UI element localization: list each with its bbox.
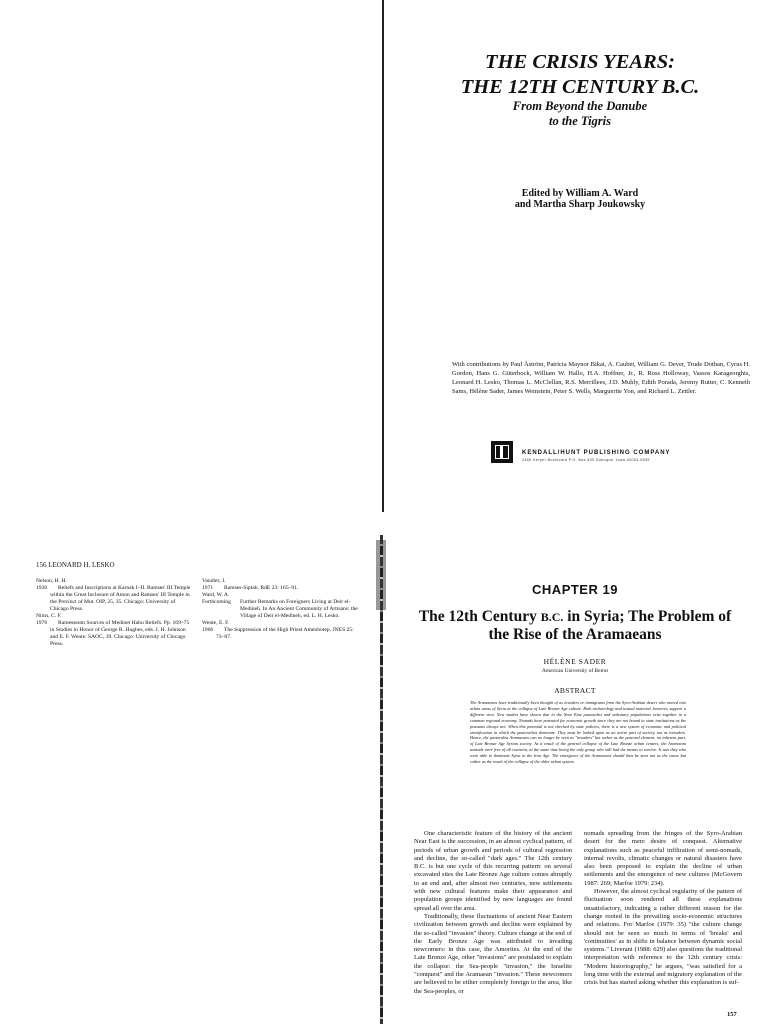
ref-entry: [36, 620, 192, 648]
ref-author: Nims, C. F.: [36, 613, 62, 619]
ref-author: Ward, W. A.: [202, 592, 230, 598]
publisher-logo-icon: [491, 441, 513, 463]
chapter-author: HÉLÈNE SADER: [543, 657, 607, 666]
chapter-title-bc: B.C.: [540, 610, 564, 624]
page-gutter-top: [382, 0, 384, 512]
ref-text: Further Remarks on Foreigners Living at Deir el-Medineh. In An Ancient Community of Artisans: the Village of Deir el-Medineh, ed. L. H. Lesko.: [240, 599, 358, 619]
references-column-2: [202, 578, 360, 641]
ref-entry: [202, 599, 360, 620]
publisher-name: KENDALL/HUNT PUBLISHING COMPANY: [522, 450, 671, 456]
ref-author: Nelson, H. H.: [36, 578, 67, 584]
abstract-text: The Aramaeans have traditionally been thought of as invaders or immigrants from the Syro-Arabian desert who moved into urban areas of Syria at the collapse of Late Bronze Age culture. Both archaeology and textual material, however, support a different view. New studies have shown that in the Near East pastoralist and sedentary populations exist together in a common regional economy. Nomads have potential for economic growth since they are not bound to state institutions as the peasants always are. When this potential is not checked by state policies, there is a new system of economic and political stratification in which the pastoralists dominate. They must be looked upon as an active part of society, not as intruders. Hence, the pastoralist Aramaeans can no longer be seen as "invaders" but rather as the pastoral element, an inherent part, of Late Bronze Age Syrian society. As a result of the general collapse of the Late Bronze urban centers, the Aramaean nomads were free of all restraint, at the same time being the only group who still had the means to survive. It was they who were able to dominate Syria in the Iron Age. The emergence of the Aramaeans should thus be seen not as the cause but rather as the result of the collapse of the older urban system.: [470, 700, 686, 765]
publisher-address: 2460 Kerper Boulevard P.O. Box 539 Dubuque, Iowa 52004-0539: [522, 458, 650, 462]
ref-text: Ramesseum Sources of Medinet Habu Reliefs. Pp. 169–75 in Studies in Honor of George R. Hughes, eds. J. H. Johnson and E. F. Wente. SAOC, 39. Chicago: University of Chicago Press.: [50, 620, 190, 647]
ref-year: 1971: [202, 585, 214, 591]
page-number: 157: [727, 1011, 737, 1018]
ref-author: Vandier, J.: [202, 578, 226, 584]
ref-text: Ramses-Siptah. RdE 23: 165–91.: [224, 585, 299, 591]
body-paragraph: nomads spreading from the fringes of the Syro-Arabian desert for the mere desire of conquest. Alternative explanations such as peaceful infiltration of semi-nomads, internal revolts, climatic changes or natural disasters have also been proposed to explain the decline of urban settlements and the emergence of new cultures (McGovern 1987: 269; Marfoe 1979: 234).: [584, 830, 742, 887]
book-subtitle-line2: to the Tigris: [548, 114, 612, 128]
book-title-line1: THE CRISIS YEARS:: [485, 51, 675, 73]
book-subtitle-line1: From Beyond the Danube: [512, 99, 648, 113]
chapter-number: CHAPTER 19: [532, 582, 618, 597]
body-paragraph: However, the almost cyclical regularity of the pattern of fluctuation soon rendered all these explanations unsatisfactory, indicating a rather different reason for the change rooted in the prevailing socio-economic structures and relations. For Marfoe (1979: 35) "the culture change should not be seen so much in terms of 'breaks' and 'continuities' as in shifts in balance between dynamic social systems." Liverani (1988: 629) also questions the traditional interpretation with reference to the 12th century crisis: "Modern historiography," he argues, "was satisfied for a long time with the external and migratory explanation of the crisis but has started asking whether this explanation is suf-: [584, 888, 742, 987]
body-column-1: [414, 830, 572, 996]
ref-entry: [36, 585, 192, 613]
body-paragraph: One characteristic feature of the history of the ancient Near East is the succession, in an almost cyclical pattern, of periods of urban growth and periods of cultural regression and decline, the so-called "dark ages." The 12th century B.C. is but one cycle of this recurring pattern: on several excavated sites the Late Bronze Age culture comes abruptly to an end and, after almost two centuries, new settlements with new cultural features make their appearance and population groups identified by new languages are found spread all over the area.: [414, 830, 572, 912]
running-head: 156 LEONARD H. LESKO: [36, 561, 115, 569]
ref-author: Wente, E. F.: [202, 620, 230, 626]
editors-line1: Edited by William A. Ward: [521, 188, 639, 199]
body-paragraph: Traditionally, these fluctuations of ancient Near Eastern civilization between growth and decline were explained by the so-called "invasion" theory. Culture change at the end of the Early Bronze Age was attributed to invading newcomers: in this case, the Amorites. At the end of the Late Bronze Age, other "invasions" are postulated to explain the collapse: the Sea-people "invasion," the Israelite "conquest" and the Aramaean "invasion." These newcomers are believed to be either completely foreign to the area, like the Sea-peoples, or: [414, 912, 572, 995]
references-column-1: [36, 578, 192, 648]
chapter-title: [412, 608, 738, 644]
book-title-line2: THE 12TH CENTURY B.C.: [460, 76, 700, 98]
chapter-title-part2: in Syria; The Problem of the Rise of the Aramaeans: [488, 608, 732, 643]
author-affiliation: American University of Beirut: [541, 668, 609, 674]
ref-text: The Suppression of the High Priest Amenhotep. JNES 25: 73–87.: [216, 627, 354, 640]
contributors-list: With contributions by Paul Åström, Patricia Maynor Bikai, A. Caubet, William G. Dever, Trude Dothan, Cyrus H. Gordon, Hans G. Güterbock, William W. Hallo, H.A. Hoffner, Jr., R. Ross Holloway, Vassos Karageorghis, Leonard H. Lesko, Thomas L. McClellan, R.S. Merrillees, J.D. Muhly, Edith Porada, Jeremy Rutter, C. Kenneth Sams, Hélène Sader, James Weinstein, Peter S. Wells, Marguerite Yon, and Richard L. Zettler.: [452, 361, 750, 395]
page-gutter-bottom: [380, 535, 383, 1024]
ref-entry: [202, 585, 360, 592]
ref-text: Reliefs and Inscriptions at Karnak I–II. Ramses' III Temple within the Great Inclosure of Amon and Ramses' III Temple in the Precinct of Mut. OIP, 25, 35. Chicago: University of Chicago Press.: [50, 585, 191, 612]
ref-entry: [202, 627, 360, 641]
abstract-heading: ABSTRACT: [554, 686, 596, 695]
ref-year: 1966: [202, 627, 214, 633]
ref-year: Forthcoming: [202, 599, 231, 605]
ref-year: 1976: [36, 620, 48, 626]
editors-line2: and Martha Sharp Joukowsky: [514, 199, 646, 210]
body-column-2: [584, 830, 742, 988]
ref-year: 1936: [36, 585, 48, 591]
chapter-title-part1: The 12th Century: [418, 608, 541, 625]
